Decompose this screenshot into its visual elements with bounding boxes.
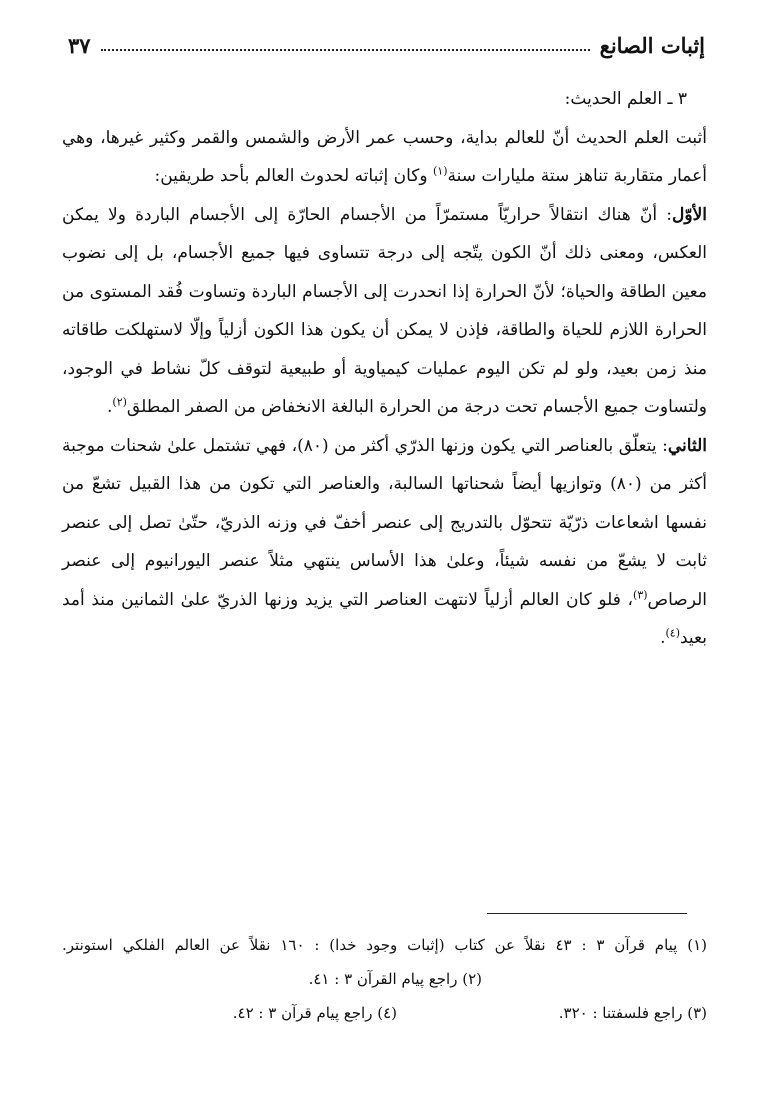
footnote-row-2 bbox=[62, 962, 707, 996]
footnote-2: (٢) راجع پيام القرآن ٣ : ٤١. bbox=[308, 970, 482, 988]
paragraph-intro bbox=[62, 119, 707, 196]
first-end: . bbox=[106, 397, 113, 417]
footnote-4: (٤) راجع پيام قرآن ٣ : ٤٢. bbox=[232, 1004, 397, 1022]
leader-dots bbox=[101, 49, 590, 51]
intro-text: أثبت العلم الحديث أنّ للعالم بداية، وحسب عمر الأرض والشمس والقمر وكثير غيرها، وهي أعمار متقاربة تناهز ستة مليارات سنة bbox=[62, 127, 707, 186]
running-title: إثبات الصانع bbox=[599, 32, 705, 58]
footnote-3: (٣) راجع فلسفتنا : ٣٢٠. bbox=[558, 1004, 707, 1022]
body-text bbox=[62, 80, 707, 658]
second-text: : يتعلّق بالعناصر التي يكون وزنها الذرّي أكثر من (٨٠)، فهي تشتمل علىٰ شحنات موجبة أكثر من (٨٠) وتوازيها أيضاً شحناتها السالبة، والعناصر التي تكون من هذا القبيل تشعّ من نفسها اشعاعات ذرّيّة تتحوّل بالتدريج إلى عنصر أخفّ في وزنه الذريّ، حتّىٰ تصل إلى عنصر ثابت لا يشعّ من نفسه شيئاً، وعلىٰ هذا الأساس ينتهي مثلاً عنصر اليورانيوم إلى عنصر الرصاص bbox=[62, 435, 707, 610]
intro-tail: وكان إثباته لحدوث العالم بأحد طريقين: bbox=[154, 166, 433, 186]
footnote-ref-2: (٢) bbox=[112, 395, 127, 409]
second-label: الثاني bbox=[667, 435, 707, 456]
first-label: الأوّل bbox=[672, 204, 707, 225]
second-tail: ، فلو كان العالم أزلياً لانتهت العناصر التي يزيد وزنها الذريّ علىٰ الثمانين منذ أمد بعيد bbox=[62, 589, 707, 648]
footnote-spacer bbox=[482, 962, 707, 996]
section-heading: ٣ ـ العلم الحديث: bbox=[564, 89, 687, 109]
footnote-ref-3: (٣) bbox=[633, 587, 648, 601]
paragraph-second bbox=[62, 427, 707, 658]
footnote-1: (١) پيام قرآن ٣ : ٤٣ نقلاً عن كتاب (إثبات وجود خدا) : ١٦٠ نقلاً عن العالم الفلكي استونتر. bbox=[62, 936, 707, 954]
second-end: . bbox=[660, 628, 666, 648]
footnote-row-3 bbox=[62, 996, 707, 1030]
first-text: : أنّ هناك انتقالاً حراريّاً مستمرّاً من الأجسام الحارّة إلى الأجسام الباردة ولا يمكن العكس، ومعنى ذلك أنّ الكون يتّجه إلى درجة تتساوى فيها جميع الأجسام، بل إلى نضوب معين الطاقة والحياة؛ لأنّ الحرارة إذا انحدرت إلى الأجسام الباردة وتساوت فُقد المستوى من الحرارة اللازم للحياة والطاقة، فإذن لا يمكن أن يكون هذا الكون أزلياً وإلّا لاستهلكت طاقاته منذ زمن بعيد، ولو لم تكن اليوم عمليات كيمياوية أو طبيعية لتوقف كلّ نشاط في الوجود، ولتساوت جميع الأجسام تحت درجة من الحرارة البالغة الانخفاض من الصفر المطلق bbox=[62, 204, 707, 417]
footnotes bbox=[62, 928, 707, 1030]
footnote-separator bbox=[487, 913, 687, 914]
running-header bbox=[68, 28, 705, 62]
page-number: ٣٧ bbox=[68, 32, 91, 58]
footnote-ref-1: (١) bbox=[432, 164, 448, 178]
paragraph-first bbox=[62, 196, 707, 427]
footnote-ref-4: (٤) bbox=[665, 626, 680, 640]
